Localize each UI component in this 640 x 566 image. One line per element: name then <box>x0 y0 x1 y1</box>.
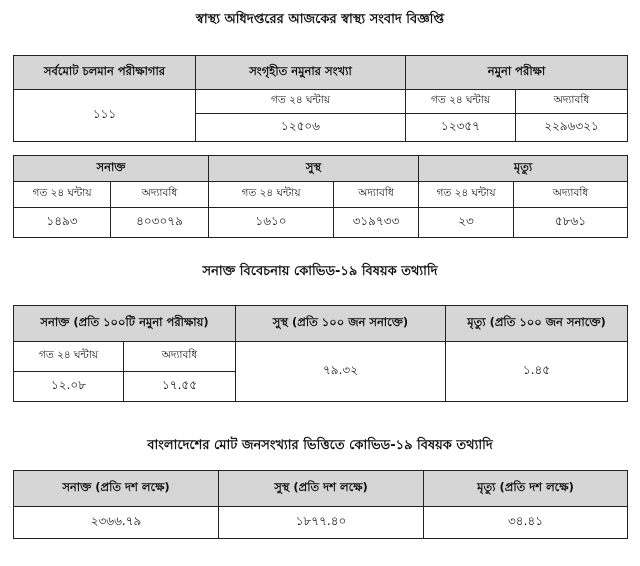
recovery-rate-value: ৭৯.৩২ <box>236 342 446 402</box>
recovered-total-label: অদ্যাবধি <box>334 182 419 208</box>
recovered-24h-label: গত ২৪ ঘন্টায় <box>209 182 334 208</box>
per-million-table <box>13 470 628 539</box>
cases-24h-label: গত ২৪ ঘন্টায় <box>14 182 111 208</box>
tests-24h-value: ১২৩৫৭ <box>406 114 516 142</box>
rates-table <box>13 305 628 402</box>
recovered-header: সুস্থ <box>209 156 419 182</box>
deaths-24h-label: গত ২৪ ঘন্টায় <box>419 182 514 208</box>
tests-header: নমুনা পরীক্ষা <box>406 56 628 90</box>
deaths-total-label: অদ্যাবধি <box>514 182 628 208</box>
cases-24h-value: ১৪৯৩ <box>14 208 111 238</box>
cases-table <box>13 155 628 238</box>
cases-total-value: ৪০৩০৭৯ <box>111 208 209 238</box>
positivity-header: সনাক্ত (প্রতি ১০০টি নমুনা পরীক্ষায়) <box>14 306 236 342</box>
recovered-total-value: ৩১৯৭৩৩ <box>334 208 419 238</box>
deaths-total-value: ৫৮৬১ <box>514 208 628 238</box>
samples-24h-value: ১২৫০৬ <box>196 114 406 142</box>
positivity-total-value: ১৭.৫৫ <box>124 372 236 402</box>
tests-24h-label: গত ২৪ ঘন্টায় <box>406 90 516 114</box>
recovery-rate-header: সুস্থ (প্রতি ১০০ জন সনাক্তে) <box>236 306 446 342</box>
recovered-per-million-header: সুস্থ (প্রতি দশ লক্ষে) <box>219 471 424 507</box>
section2-title: সনাক্ত বিবেচনায় কোভিড-১৯ বিষয়ক তথ্যাদি <box>202 264 438 279</box>
death-rate-value: ১.৪৫ <box>446 342 628 402</box>
cases-per-million-header: সনাক্ত (প্রতি দশ লক্ষে) <box>14 471 219 507</box>
samples-period-label: গত ২৪ ঘন্টায় <box>196 90 406 114</box>
cases-per-million-value: ২৩৬৬.৭৯ <box>14 507 219 539</box>
section3-title: বাংলাদেশের মোট জনসংখ্যার ভিত্তিতে কোভিড-১৯ বিষয়ক তথ্যাদি <box>147 438 493 453</box>
cases-total-label: অদ্যাবধি <box>111 182 209 208</box>
tests-total-label: অদ্যাবধি <box>516 90 628 114</box>
deaths-per-million-header: মৃত্যু (প্রতি দশ লক্ষে) <box>424 471 628 507</box>
deaths-header: মৃত্যু <box>419 156 628 182</box>
lab-testing-table <box>13 55 628 142</box>
recovered-per-million-value: ১৮৭৭.৪০ <box>219 507 424 539</box>
recovered-24h-value: ১৬১০ <box>209 208 334 238</box>
labs-value: ১১১ <box>14 90 196 142</box>
page-heading: স্বাস্থ্য অধিদপ্তরের আজকের স্বাস্থ্য সংবাদ বিজ্ঞপ্তি <box>195 12 445 27</box>
deaths-24h-value: ২৩ <box>419 208 514 238</box>
positivity-total-label: অদ্যাবধি <box>124 342 236 372</box>
death-rate-header: মৃত্যু (প্রতি ১০০ জন সনাক্তে) <box>446 306 628 342</box>
samples-header: সংগৃহীত নমুনার সংখ্যা <box>196 56 406 90</box>
labs-header: সর্বমোট চলমান পরীক্ষাগার <box>14 56 196 90</box>
cases-header: সনাক্ত <box>14 156 209 182</box>
positivity-24h-value: ১২.০৮ <box>14 372 124 402</box>
tests-total-value: ২২৯৬৩২১ <box>516 114 628 142</box>
deaths-per-million-value: ৩৪.৪১ <box>424 507 628 539</box>
positivity-24h-label: গত ২৪ ঘন্টায় <box>14 342 124 372</box>
